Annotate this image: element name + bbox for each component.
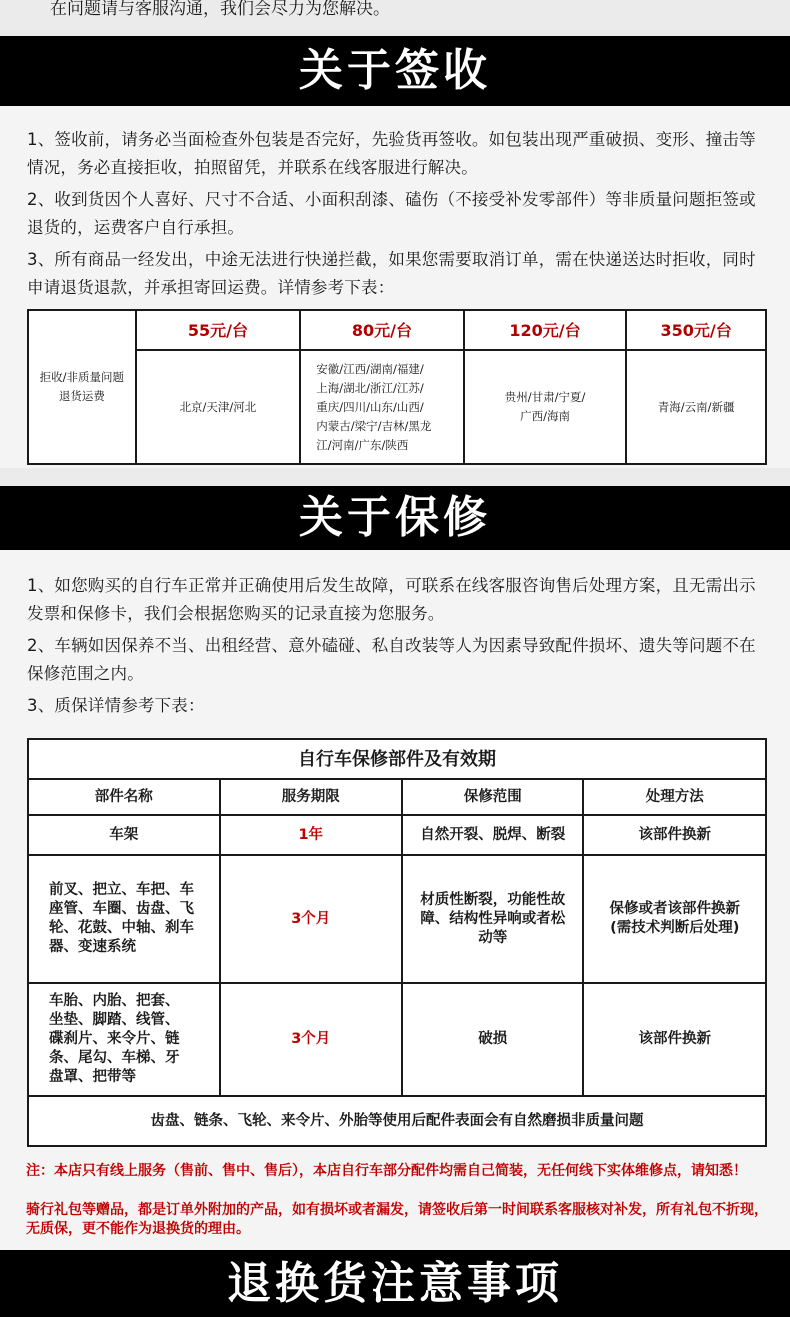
sign-para-2: 2、收到货因个人喜好、尺寸不合适、小面积刮漆、磕伤（不接受补发零部件）等非质量问题拒签或退货的，运费客户自行承担。 [27, 190, 756, 237]
region-80: 安徽/江西/湖南/福建/ 上海/湖北/浙江/江苏/ 重庆/四川/山东/山西/ 内蒙古/梁宁/吉林/黑龙 江/河南/广东/陕西 [300, 350, 464, 464]
row1-method: 该部件换新 [583, 815, 766, 855]
row3-method: 该部件换新 [583, 983, 766, 1096]
region-350: 青海/云南/新疆 [626, 350, 766, 464]
banner-sign-title: 关于签收 [299, 45, 491, 96]
shipping-table [27, 309, 767, 465]
table-row [28, 815, 766, 855]
section-warranty [0, 550, 790, 1250]
top-strip [0, 0, 790, 36]
price-55: 55元/台 [136, 310, 301, 350]
banner-warranty-title: 关于保修 [299, 492, 491, 543]
row2-method: 保修或者该部件换新 (需技术判断后处理) [583, 855, 766, 983]
region-120: 贵州/甘肃/宁夏/ 广西/海南 [464, 350, 627, 464]
banner-sign [0, 36, 790, 106]
note-online-service: 注：本店只有线上服务（售前、售中、售后），本店自行车部分配件均需自己简装，无任何线下实体维修点，请知悉！ [26, 1163, 747, 1179]
row2-period: 3个月 [220, 855, 402, 983]
warranty-table-title: 自行车保修部件及有效期 [28, 739, 766, 779]
warranty-table-footer: 齿盘、链条、飞轮、来令片、外胎等使用后配件表面会有自然磨损非质量问题 [28, 1096, 766, 1146]
warranty-table [27, 738, 767, 1147]
price-350: 350元/台 [626, 310, 766, 350]
banner-warranty [0, 486, 790, 550]
table-row [28, 855, 766, 983]
sign-para-3: 3、所有商品一经发出，中途无法进行快递拦截，如果您需要取消订单，需在快递送达时拒收，同时申请退货退款，并承担寄回运费。详情参考下表： [27, 250, 756, 297]
table-row [28, 983, 766, 1096]
warranty-para-1: 1、如您购买的自行车正常并正确使用后发生故障，可联系在线客服咨询售后处理方案，且无需出示发票和保修卡，我们会根据您购买的记录直接为您服务。 [27, 576, 756, 623]
row3-part: 车胎、内胎、把套、 坐垫、脚踏、线管、 碟刹片、来令片、链 条、尾勾、车梯、牙 盘罩、把带等 [28, 983, 220, 1096]
shipping-row-label: 拒收/非质量问题 退货运费 [28, 310, 136, 464]
row1-scope: 自然开裂、脱焊、断裂 [402, 815, 584, 855]
row3-scope: 破损 [402, 983, 584, 1096]
banner-return-title: 退换货注意事项 [227, 1258, 563, 1309]
banner-return [0, 1250, 790, 1317]
region-55: 北京/天津/河北 [136, 350, 301, 464]
row1-part: 车架 [28, 815, 220, 855]
header-scope: 保修范围 [402, 779, 584, 815]
row1-period: 1年 [220, 815, 402, 855]
row2-scope: 材质性断裂，功能性故 障、结构性异响或者松 动等 [402, 855, 584, 983]
row2-part: 前叉、把立、车把、车 座管、车圈、齿盘、飞 轮、花鼓、中轴、刹车 器、变速系统 [28, 855, 220, 983]
row3-period: 3个月 [220, 983, 402, 1096]
price-80: 80元/台 [300, 310, 464, 350]
header-method: 处理方法 [583, 779, 766, 815]
top-text: 在问题请与客服沟通，我们会尽力为您解决。 [50, 0, 390, 19]
section-sign [0, 106, 790, 468]
sign-para-1: 1、签收前，请务必当面检查外包装是否完好，先验货再签收。如包装出现严重破损、变形、撞击等情况，务必直接拒收，拍照留凭，并联系在线客服进行解决。 [27, 130, 756, 177]
note-gift-pack: 骑行礼包等赠品，都是订单外附加的产品，如有损坏或者漏发，请签收后第一时间联系客服核对补发，所有礼包不折现，无质保，更不能作为退换货的理由。 [26, 1202, 768, 1237]
header-part: 部件名称 [28, 779, 220, 815]
price-120: 120元/台 [464, 310, 627, 350]
warranty-para-3: 3、质保详情参考下表： [27, 696, 205, 715]
warranty-para-2: 2、车辆如因保养不当、出租经营、意外磕碰、私自改装等人为因素导致配件损坏、遗失等问题不在保修范围之内。 [27, 636, 756, 683]
header-period: 服务期限 [220, 779, 402, 815]
